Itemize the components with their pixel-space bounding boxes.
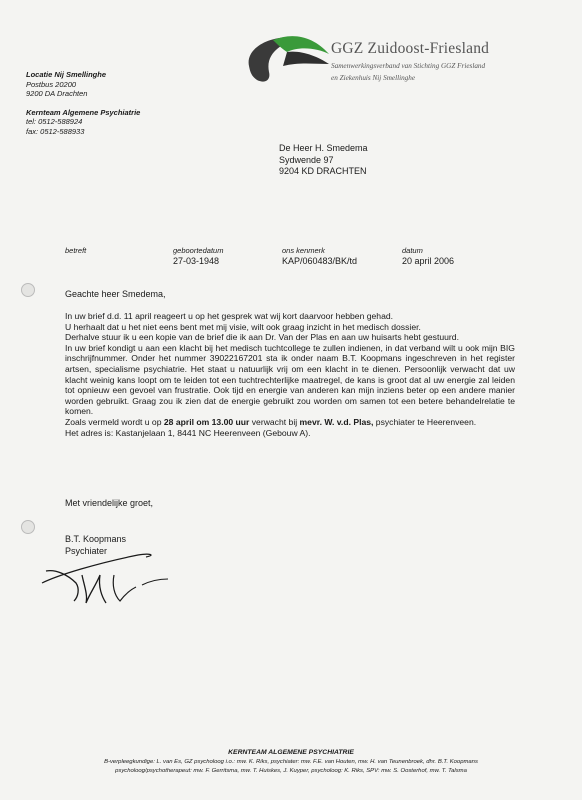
closing: Met vriendelijke groet, (65, 498, 154, 508)
recipient-street: Sydwende 97 (279, 154, 334, 165)
sender-block (26, 70, 140, 136)
p5-text-b: verwacht bij (249, 416, 300, 427)
geboortedatum-label: geboortedatum (173, 246, 224, 255)
recipient-name: De Heer H. Smedema (279, 143, 368, 153)
letter-body (65, 311, 515, 438)
appointment-time: 28 april om 13.00 uur (163, 416, 250, 427)
datum-label: datum (402, 246, 423, 255)
sender-city: 9200 DA Drachten (26, 89, 88, 98)
geboortedatum-value: 27-03-1948 (173, 256, 220, 266)
org-subtitle-1: Samenwerkingsverband van Stichting GGZ Friesland (331, 62, 486, 70)
paragraph-1: In uw brief d.d. 11 april reageert u op het gesprek wat wij kort daarvoor hebben gehad. (65, 311, 394, 321)
kenmerk-value: KAP/060483/BK/td (282, 256, 358, 266)
punch-hole-top (21, 283, 35, 297)
footer-team: KERNTEAM ALGEMENE PSYCHIATRIE (228, 749, 354, 756)
ggz-logo (243, 26, 335, 88)
org-name: GGZ Zuidoost-Friesland (331, 40, 490, 57)
footer-staff-line-1: B-verpleegkundige: L. van Es, GZ psycholoog i.o.: mw. K. Riks, psychiater: mw. F.E. van Houten, mw. H. van Teunenbroek, dhr. B.T. Koopmans (104, 759, 478, 765)
appointment-person: mevr. W. v.d. Plas, (299, 416, 374, 427)
punch-hole-bottom (21, 520, 35, 534)
sender-fax: fax: 0512-588933 (26, 126, 85, 136)
handwritten-signature (38, 545, 178, 610)
p5-text-a: Zoals vermeld wordt u op (65, 416, 164, 427)
salutation: Geachte heer Smedema, (65, 289, 166, 299)
p5-text-c: psychiater te Heerenveen. (373, 416, 477, 427)
kenmerk-label: ons kenmerk (282, 246, 325, 255)
paragraph-6: Het adres is: Kastanjelaan 1, 8441 NC Heerenveen (Gebouw A). (65, 427, 311, 438)
signer-name: B.T. Koopmans (65, 534, 127, 544)
paragraph-5 (65, 417, 515, 428)
paragraph-3: Derhalve stuur ik u een kopie van de brief die ik aan Dr. Van der Plas en aan uw huisarts hebt gestuurd. (65, 332, 459, 343)
sender-team: Kernteam Algemene Psychiatrie (26, 107, 141, 117)
recipient-address (279, 143, 368, 178)
footer-staff-line-2: psycholoog/psychotherapeut: mw. F. Gerritsma, mw. T. Huiskes, J. Kuyper, psycholoog: K. Riks, SPV: mw. S. Oosterhof, mw. T. Talsma (115, 768, 467, 774)
sender-location: Locatie Nij Smellinghe (26, 70, 107, 79)
signer-title: Psychiater (65, 545, 108, 556)
sender-tel: tel: 0512-588924 (26, 117, 83, 126)
paragraph-4: In uw brief kondigt u aan een klacht bij het medisch tuchtcollege te zullen indienen, in dat verband wilt u ook mijn BIG inschrijfnummer. Onder het nummer 39022167201 sta ik onder naam B.T. Koopmans ingeschreven in het register artsen, specialisme psychiatrie. Het staat u natuurlijk vrij om een klacht in te dienen. Persoonlijk verwacht dat uw klacht weinig kans loopt om te leiden tot een tuchtrechterlijke maatregel, de kans is groot dat al uw energie zal leiden tot opnieuw een gevoel van frustratie. Ook tijd en energie van anderen kan mijn inziens beter op een andere manier worden gebruikt. Graag zou ik zien dat de energie gebruikt zou worden om samen tot een betere behandelrelatie te komen. (65, 342, 515, 417)
recipient-city: 9204 KD DRACHTEN (279, 166, 367, 176)
paragraph-2: U herhaalt dat u het niet eens bent met mij visie, wilt ook graag inzicht in het medisch dossier. (65, 321, 421, 332)
betreft-label: betreft (65, 246, 87, 255)
datum-value: 20 april 2006 (402, 256, 455, 266)
org-subtitle-2: en Ziekenhuis Nij Smellinghe (331, 74, 416, 82)
sender-postbus: Postbus 20200 (26, 79, 77, 89)
